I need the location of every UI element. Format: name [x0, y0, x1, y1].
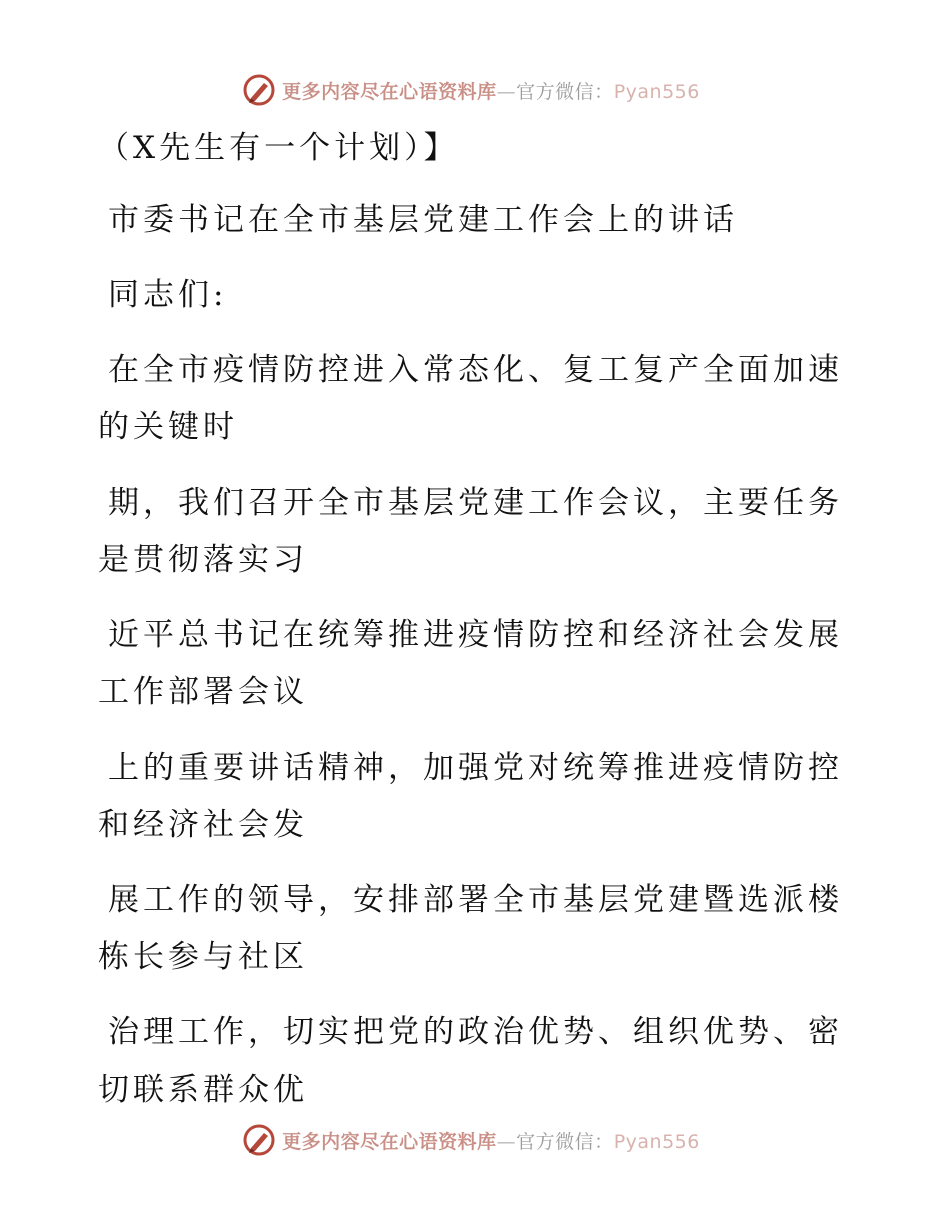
watermark-site-text: 更多内容尽在心语资料库: [282, 1130, 497, 1153]
document-line: 在全市疫情防控进入常态化、复工复产全面加速: [108, 352, 843, 388]
watermark-official-label: 官方微信：: [516, 80, 614, 103]
document-line: 切联系群众优: [98, 1072, 308, 1108]
document-line: 是贯彻落实习: [98, 542, 308, 578]
watermark-wechat-id: Pyan556: [613, 80, 700, 103]
watermark-content: [242, 1123, 700, 1157]
footer-watermark: [0, 1120, 950, 1160]
watermark-wechat-id: Pyan556: [613, 1130, 700, 1153]
document-line: 近平总书记在统筹推进疫情防控和经济社会发展: [108, 617, 843, 653]
pen-logo-icon: [242, 73, 276, 107]
document-line: 展工作的领导，安排部署全市基层党建暨选派楼: [108, 882, 843, 918]
watermark-text: [282, 77, 700, 104]
document-line: 和经济社会发: [98, 807, 308, 843]
document-line: 期，我们召开全市基层党建工作会议，主要任务: [108, 485, 843, 521]
document-line: 的关键时: [98, 409, 238, 445]
watermark-site-text: 更多内容尽在心语资料库: [282, 80, 497, 103]
document-salutation: 同志们:: [108, 277, 228, 313]
watermark-text: [282, 1127, 700, 1154]
watermark-dash: —: [496, 1130, 517, 1153]
document-line: 上的重要讲话精神，加强党对统筹推进疫情防控: [108, 750, 843, 786]
document-line: （X先生有一个计划）】: [98, 130, 459, 166]
document-line: 栋长参与社区: [98, 939, 308, 975]
watermark-official-label: 官方微信：: [516, 1130, 614, 1153]
watermark-content: [242, 73, 700, 107]
header-watermark: [0, 70, 950, 110]
watermark-dash: —: [496, 80, 517, 103]
pen-logo-icon: [242, 1123, 276, 1157]
document-line: 治理工作，切实把党的政治优势、组织优势、密: [108, 1014, 843, 1050]
document-line: 工作部署会议: [98, 674, 308, 710]
document-title: 市委书记在全市基层党建工作会上的讲话: [108, 202, 738, 238]
